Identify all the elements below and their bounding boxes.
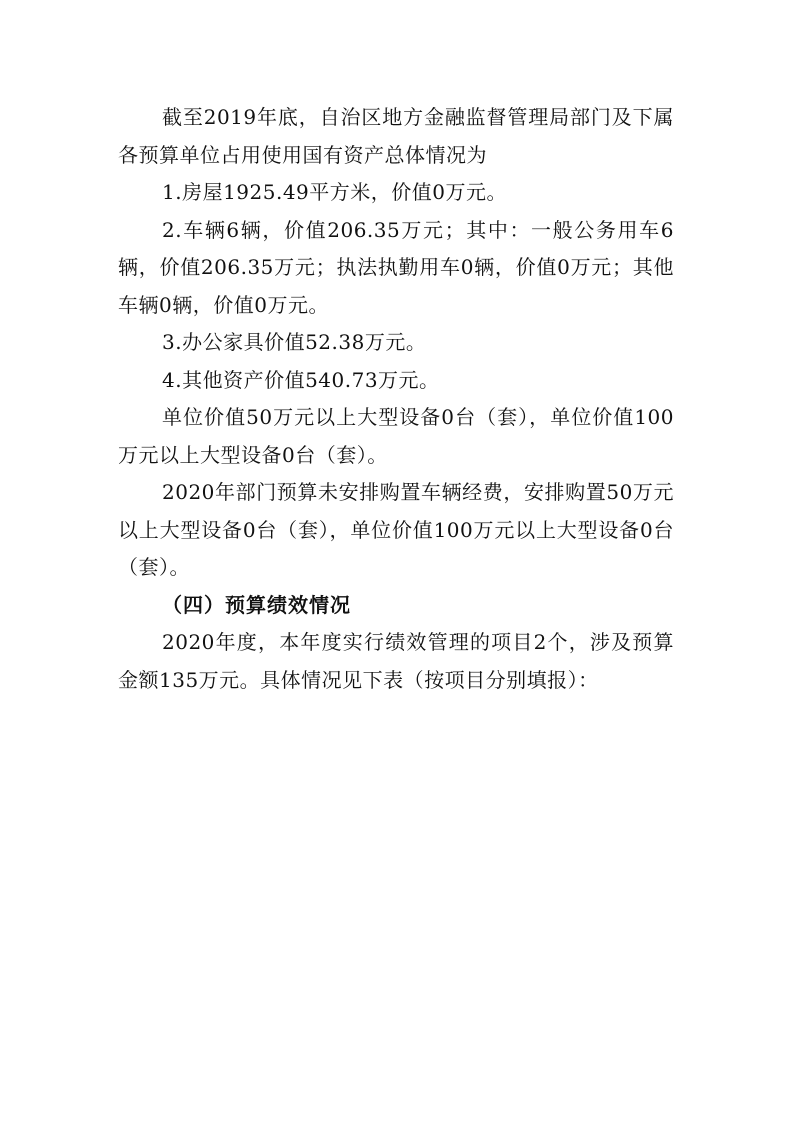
paragraph-performance-projects: 2020年度，本年度实行绩效管理的项目2个，涉及预算金额135万元。具体情况见下表（按项目分别填报）：: [118, 630, 674, 692]
paragraph-asset-overview: 截至2019年底，自治区地方金融监督管理局部门及下属各预算单位占用使用国有资产总体情况为: [118, 105, 674, 167]
paragraph-large-equipment: 单位价值50万元以上大型设备0台（套），单位价值100万元以上大型设备0台（套）。: [118, 405, 674, 467]
document-body: [118, 99, 674, 699]
paragraph-other-assets: 4.其他资产价值540.73万元。: [162, 367, 440, 392]
section-heading-performance: （四）预算绩效情况: [162, 592, 351, 617]
paragraph-furniture: 3.办公家具价值52.38万元。: [162, 330, 427, 354]
paragraph-housing: 1.房屋1925.49平方米，价值0万元。: [162, 180, 508, 204]
paragraph-2020-purchase: 2020年部门预算未安排购置车辆经费，安排购置50万元以上大型设备0台（套），单位价值100万元以上大型设备0台（套）。: [118, 480, 674, 579]
paragraph-vehicles: 2.车辆6辆，价值206.35万元；其中：一般公务用车6辆，价值206.35万元；执法执勤用车0辆，价值0万元；其他车辆0辆，价值0万元。: [118, 217, 674, 317]
